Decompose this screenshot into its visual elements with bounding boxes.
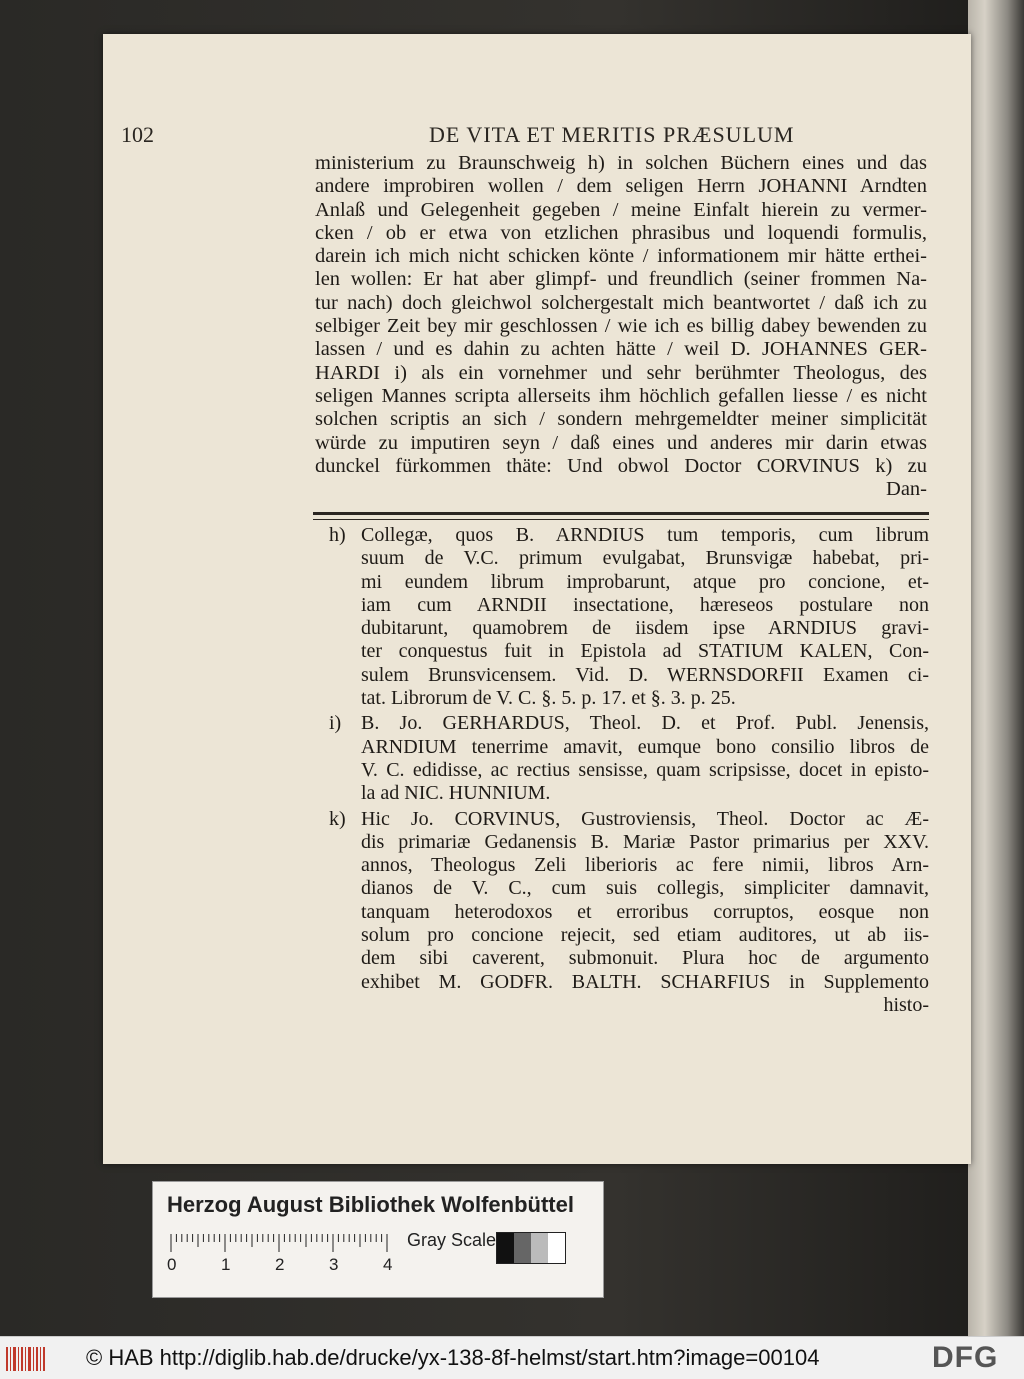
footer-bar (0, 1336, 1024, 1379)
text-line: len wollen: Er hat aber glimpf- und freundlich (seiner frommen Na- (315, 268, 927, 291)
text-line: selbiger Zeit bey mir geschlossen / wie ich es billig dabey bewenden zu (315, 315, 927, 338)
barcode-icon (6, 1347, 46, 1371)
text-line: lassen / und es dahin zu achten hätte / weil D. JOHANNES GER- (315, 338, 927, 361)
ruler-number: 1 (221, 1255, 231, 1274)
running-header (121, 122, 941, 152)
gray-scale-label: Gray Scale (407, 1230, 497, 1250)
footnote-line: solum pro concione rejecit, sed etiam auditores, ut ab iis- (361, 924, 929, 947)
footnote-line: tanquam heterodoxos et erroribus corruptos, eosque non (361, 900, 929, 923)
footnote-line: annos, Theologus Zeli liberioris ac fere nimii, libros Arn- (361, 854, 929, 877)
footnote-line: dis primariæ Gedanensis B. Mariæ Pastor primarius per XXV. (361, 830, 929, 853)
gray-scale-swatch (496, 1232, 566, 1264)
text-line: Anlaß und Gelegenheit gegeben / meine Einfalt hierein zu vermer- (315, 198, 927, 221)
footnote-line: Collegæ, quos B. ARNDIUS tum temporis, cum librum (361, 524, 929, 546)
footnote (329, 524, 929, 710)
footnote-line: Hic Jo. CORVINUS, Gustroviensis, Theol. Doctor ac Æ- (361, 807, 929, 830)
footnote-line: mi eundem librum improbarunt, atque pro concione, et- (361, 570, 929, 593)
text-line: cken / ob er etwa von etzlichen phrasibus und loquendi formulis, (315, 221, 927, 244)
ruler-number: 4 (383, 1255, 392, 1274)
footnote-marker: k) (329, 807, 346, 830)
footnote-line: dem sibi caverent, submonuit. Plura hoc de argumento (361, 947, 929, 970)
text-line: solchen scriptis an sich / sondern mehrgemeldter meiner simplicität (315, 408, 927, 431)
main-text (315, 152, 927, 501)
footnote-marker: h) (329, 524, 346, 546)
book-edge (968, 0, 1024, 1336)
text-line: ministerium zu Braunschweig h) in solchen Büchern eines und das (315, 152, 927, 174)
footnotes (329, 524, 929, 1019)
footnote-line: ARNDIUM tenerrime amavit, eumque bono consilio libros de (361, 735, 929, 758)
text-line: HARDI i) als ein vornehmer und sehr berühmter Theologus, des (315, 361, 927, 384)
footnote-line: ter conquestus fuit in Epistola ad STATIUM KALEN, Con- (361, 640, 929, 663)
text-line: Dan- (886, 478, 927, 501)
ruler-number: 2 (275, 1255, 285, 1274)
footnote (329, 712, 929, 805)
ruler-number: 3 (329, 1255, 339, 1274)
footnote-marker: i) (329, 712, 342, 735)
footnote-line: V. C. edidisse, ac rectius sensisse, quam scripsisse, docet in episto- (361, 758, 929, 781)
text-line: seligen Mannes scripta allerseits ihm höchlich gefallen liesse / es nicht (315, 384, 927, 407)
text-line: darein ich mich nicht schicken könte / informationem mir hätte erthei- (315, 245, 927, 268)
book-page (103, 34, 971, 1164)
footer-url: © HAB http://diglib.hab.de/drucke/yx-138-8f-helmst/start.htm?image=00104 (86, 1345, 820, 1370)
footnote-line: sulem Brunsvicensem. Vid. D. WERNSDORFII Examen ci- (361, 663, 929, 686)
dfg-logo: DFG (932, 1341, 999, 1374)
footnote-line: exhibet M. GODFR. BALTH. SCHARFIUS in Supplemento (361, 970, 929, 993)
text-line: dunckel fürkommen thäte: Und obwol Doctor CORVINUS k) zu (315, 454, 927, 477)
footnote-line: suum de V.C. primum evulgabat, Brunsvigæ habebat, pri- (361, 547, 929, 570)
measurement-ruler (167, 1234, 392, 1274)
footnote-line: dubitarunt, quamobrem de iisdem ipse ARNDIUS gravi- (361, 617, 929, 640)
library-name: Herzog August Bibliothek Wolfenbüttel (167, 1192, 574, 1217)
library-card (152, 1181, 604, 1298)
page-number: 102 (121, 122, 154, 147)
footnote (329, 808, 929, 1018)
text-line: tur nach) doch gleichwol solchergestalt mich beantwortet / daß ich zu (315, 291, 927, 314)
footnote-line: histo- (883, 993, 929, 1016)
footnote-line: iam cum ARNDII insectatione, hæreseos postulare non (361, 593, 929, 616)
ruler-number: 0 (167, 1255, 177, 1274)
footnote-line: B. Jo. GERHARDUS, Theol. D. et Prof. Publ. Jenensis, (361, 712, 929, 735)
footnote-line: dianos de V. C., cum suis collegis, simpliciter damnavit, (361, 877, 929, 900)
text-line: andere improbiren wollen / dem seligen Herrn JOHANNI Arndten (315, 175, 927, 198)
footnote-line: la ad NIC. HUNNIUM. (361, 782, 551, 805)
running-title: DE VITA ET MERITIS PRÆSULUM (429, 122, 795, 147)
text-line: würde zu imputiren seyn / daß eines und anderes mir darin etwas (315, 431, 927, 454)
footnote-rule (313, 512, 929, 520)
footnote-line: tat. Librorum de V. C. §. 5. p. 17. et §. 3. p. 25. (361, 687, 736, 710)
